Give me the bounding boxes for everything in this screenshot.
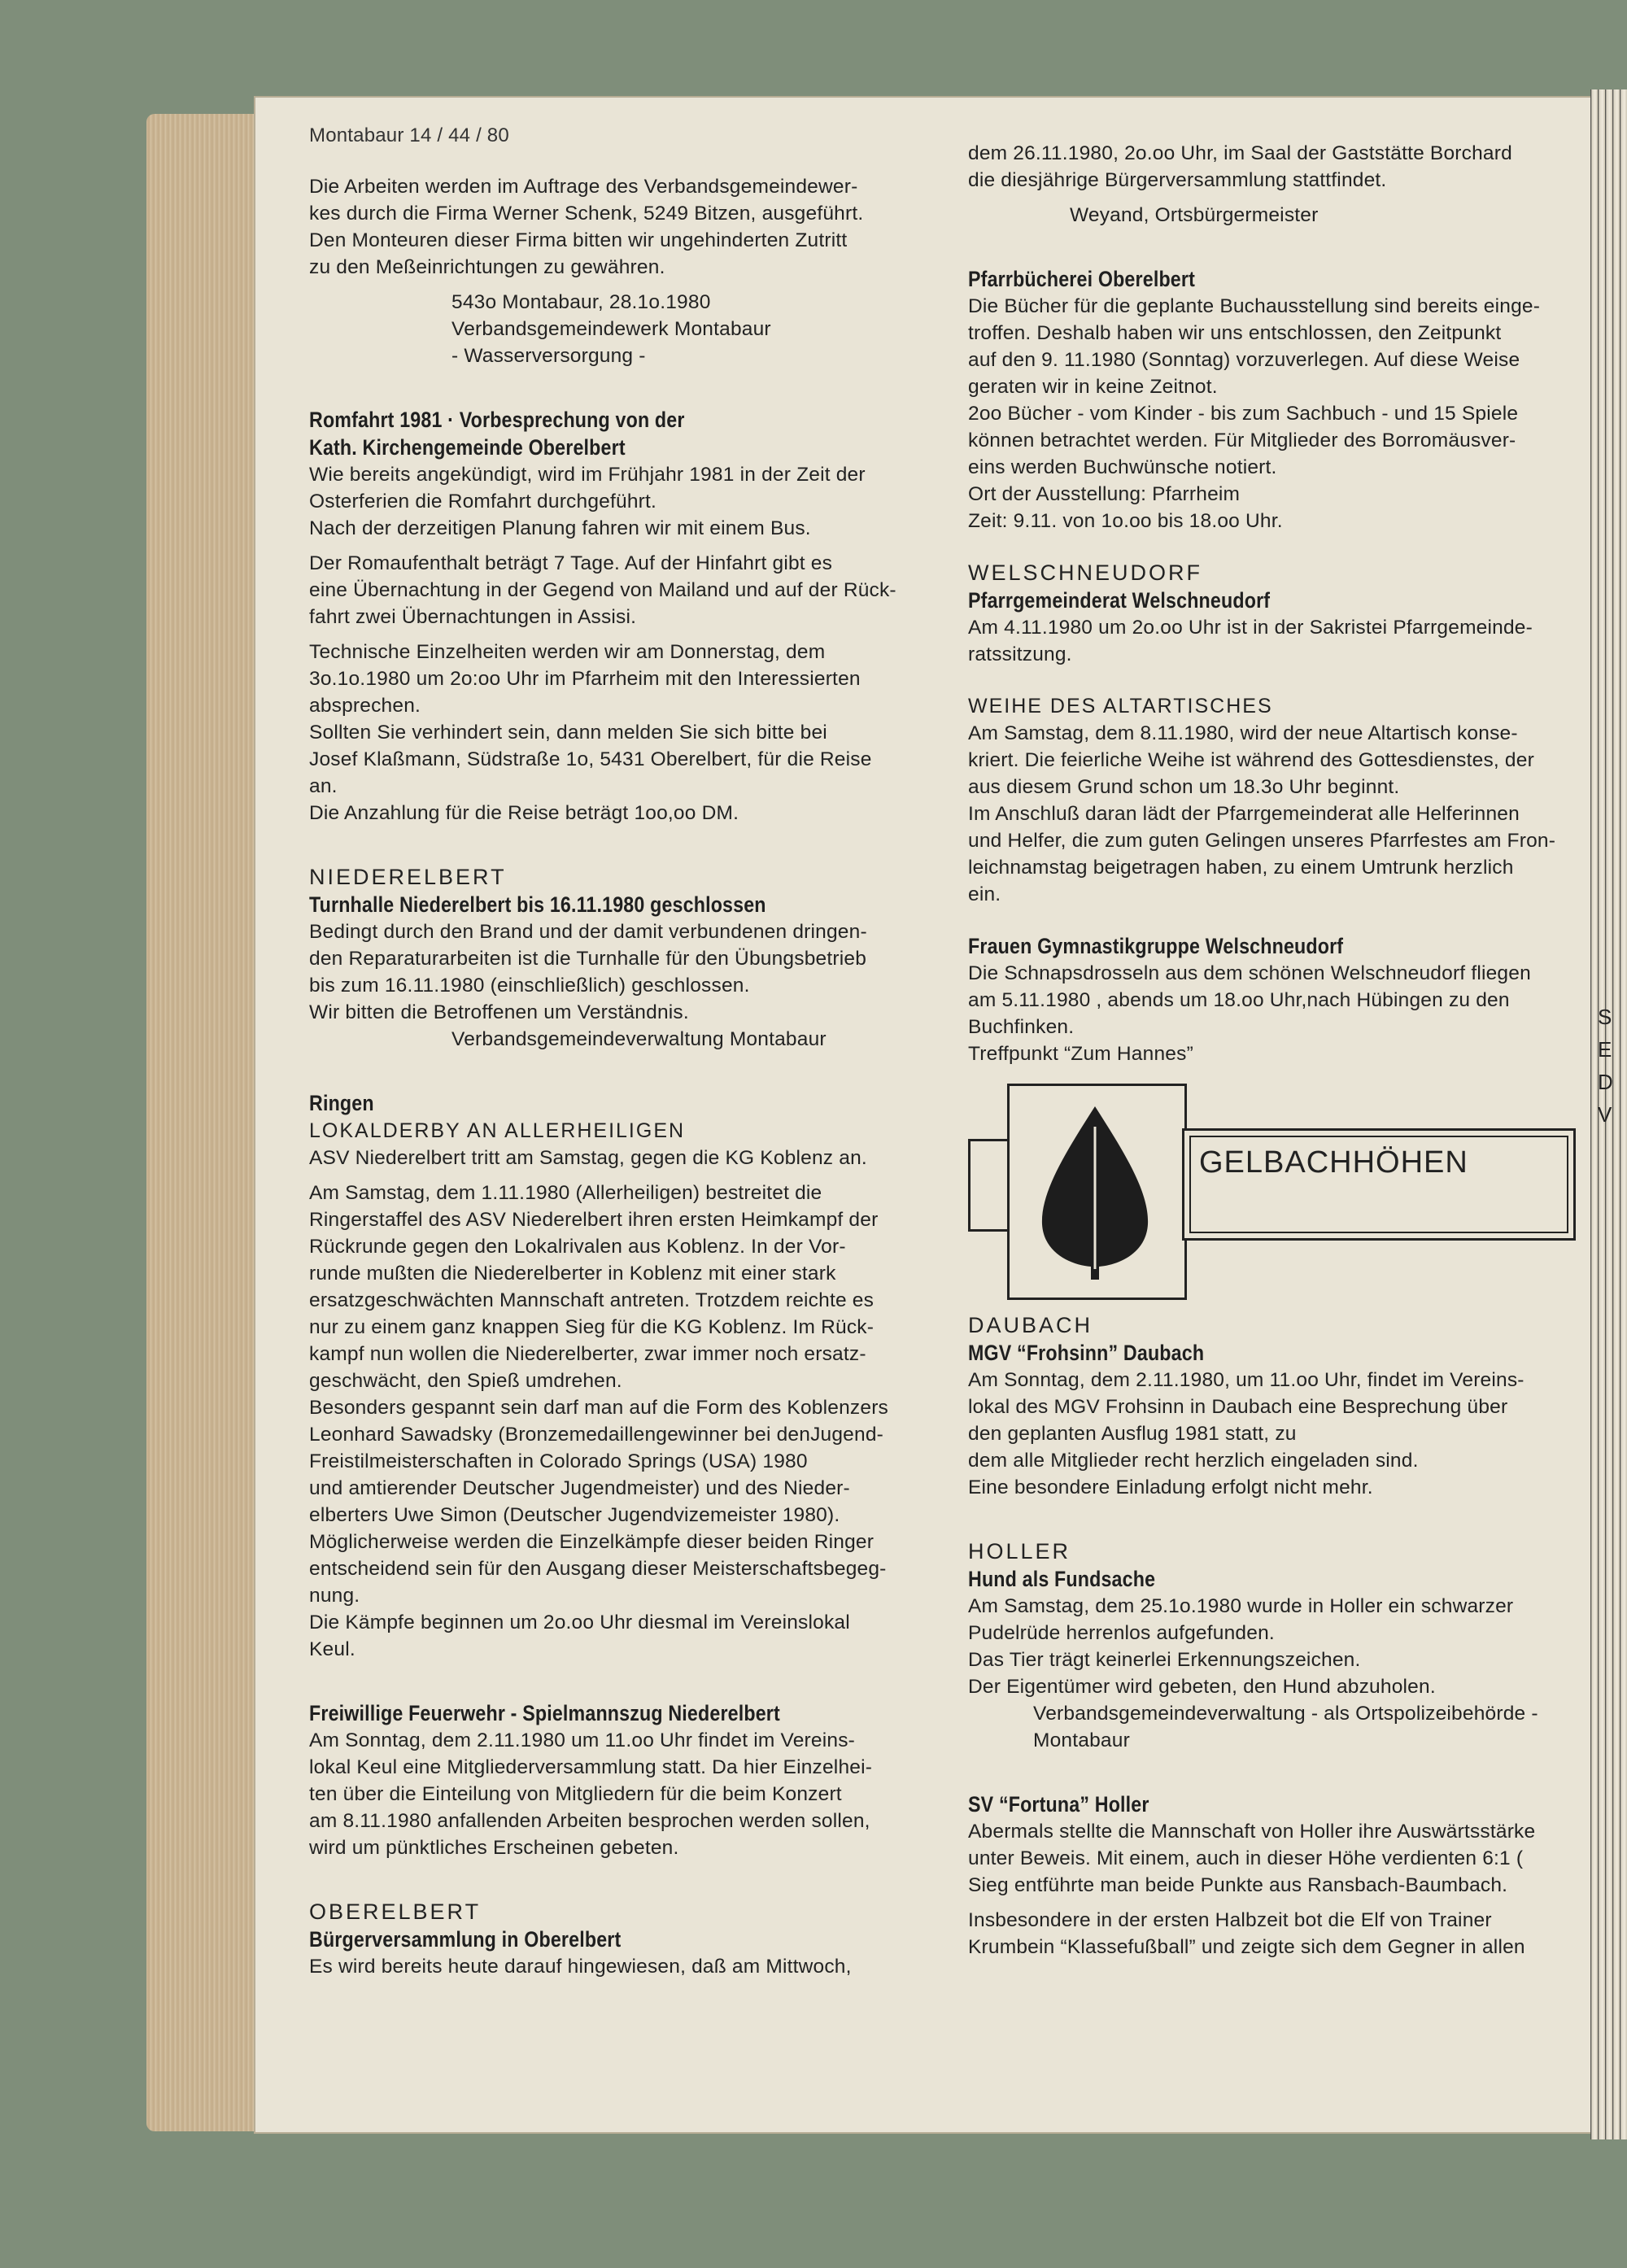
article-title: Frauen Gymnastikgruppe Welschneudorf <box>968 934 1344 958</box>
left-column <box>309 122 944 1980</box>
article-title: Hund als Fundsache <box>968 1567 1156 1591</box>
article-fundsache: HOLLER Hund als Fundsache Am Samstag, dem 25.1o.1980 wurde in Holler ein schwarzer Pudelrüde herrenlos aufgefunden. Das Tier trägt keinerlei Erkennungszeichen. Der Eigentümer wird gebeten, den Hund abzuholen. Verbandsgemeindeverwaltung - als Ortspolizeibehörde - Montabaur <box>968 1537 1590 1754</box>
article-turnhalle: NIEDERELBERT Turnhalle Niederelbert bis 16.11.1980 geschlossen Bedingt durch den Brand und der damit verbundenen dringen- den Reparaturarbeiten ist die Turnhalle für den Übungsbetrieb bis zum 16.11.1980 (einschließlich) geschlossen. Wir bitten die Betroffenen um Verständnis. Verbandsgemeindeverwaltung Montabaur <box>309 863 944 1053</box>
article-title: Kath. Kirchengemeinde Oberelbert <box>309 435 626 460</box>
article-ringen: Ringen LOKALDERBY AN ALLERHEILIGEN ASV Niederelbert tritt am Samstag, gegen die KG Koblenz an. Am Samstag, dem 1.11.1980 (Allerheiligen) bestreitet die Ringerstaffel des ASV Niederelbert ihren ersten Heimkampf der Rückrunde gegen den Lokalrivalen aus Koblenz. In der Vor- runde mußten die Niederelberter in Koblenz mit einer stark ersatzgeschwächten Mannschaft antreten. Trotzdem reichte es nur zu einem ganz knappen Sieg für die KG Koblenz. Im Rück- kampf nun wollen die Niederelberter, zwar immer noch ersatz- geschwächt, den Spieß umdrehen. Besonders gespannt sein darf man auf die Form des Koblenzers Leonhard Sawadsky (Bronzemedaillengewinner bei denJugend- Freistilmeisterschaften in Colorado Springs (USA) 1980 und amtierender Deutscher Jugendmeister) und des Nieder- elberters Uwe Simon (Deutscher Jugendvizemeister 1980). Möglicherweise werden die Einzelkämpfe dieser beiden Ringer entscheidend sein für den Ausgang dieser Meisterschaftsbegeg- nung. Die Kämpfe beginnen um 2o.oo Uhr diesmal im Vereinslokal Keul. <box>309 1089 944 1663</box>
article-title: Bürgerversammlung in Oberelbert <box>309 1927 622 1952</box>
article-title: Romfahrt 1981 · Vorbesprechung von der <box>309 408 685 432</box>
article-gymnastik: Frauen Gymnastikgruppe Welschneudorf Die Schnapsdrosseln aus dem schönen Welschneudorf fliegen am 5.11.1980 , abends um 18.oo Uhr,nach Hübingen zu den Buchfinken. Treffpunkt “Zum Hannes” <box>968 934 1531 1065</box>
article-mgv: DAUBACH MGV “Frohsinn” Daubach Am Sonntag, dem 2.11.1980, um 11.oo Uhr, findet im Vereins- lokal des MGV Frohsinn in Daubach eine Besprechung über den geplanten Ausflug 1981 statt, zu dem alle Mitglieder recht herzlich eingeladen sind. Eine besondere Einladung erfolgt nicht mehr. <box>968 1311 1590 1501</box>
signature: 543o Montabaur, 28.1o.1980 <box>451 291 711 313</box>
article-altartisch: WEIHE DES ALTARTISCHES Am Samstag, dem 8.11.1980, wird der neue Altartisch konse- kriert. Die feierliche Weihe ist während des Gottesdienstes, der aus diesem Grund schon um 18.3o Uhr beginnt. Im Anschluß daran lädt der Pfarrgemeinderat alle Helferinnen und Helfer, die zum guten Gelingen unseres Pfarrfestes am Fron- leichnamstag beigetragen haben, zu einem Umtrunk herzlich ein. <box>968 692 1590 908</box>
article-buergerversammlung-cont: dem 26.11.1980, 2o.oo Uhr, im Saal der Gaststätte Borchard die diesjährige Bürgerversammlung stattfindet. Weyand, Ortsbürgermeister <box>968 140 1590 229</box>
logo-text: GELBACHHÖHEN <box>1199 1145 1468 1180</box>
right-column <box>968 140 1590 1961</box>
town-heading: OBERELBERT <box>309 1899 482 1924</box>
article-title: Pfarrbücherei Oberelbert <box>968 267 1196 291</box>
article-pfarrgemeinderat: WELSCHNEUDORF Pfarrgemeinderat Welschneudorf Am 4.11.1980 um 2o.oo Uhr ist in der Sakristei Pfarrgemeinde- ratssitzung. <box>968 559 1590 668</box>
article-title: Pfarrgemeinderat Welschneudorf <box>968 588 1271 613</box>
edge-fragment: E <box>1598 1037 1612 1062</box>
article-buergerversammlung: OBERELBERT Bürgerversammlung in Oberelbert Es wird bereits heute darauf hingewiesen, daß am Mittwoch, <box>309 1898 944 1980</box>
article-romfahrt: Romfahrt 1981 · Vorbesprechung von der Kath. Kirchengemeinde Oberelbert Wie bereits angekündigt, wird im Frühjahr 1981 in der Zeit der Osterferien die Romfahrt durchgeführt. Nach der derzeitigen Planung fahren wir mit einem Bus. Der Romaufenthalt beträgt 7 Tage. Auf der Hinfahrt gibt es eine Übernachtung in der Gegend von Mailand und auf der Rück- fahrt zwei Übernachtungen in Assisi. Technische Einzelheiten werden wir am Donnerstag, dem 3o.1o.1980 um 2o:oo Uhr im Pfarrheim mit den Interessierten absprechen. Sollten Sie verhindert sein, dann melden Sie sich bitte bei Josef Klaßmann, Südstraße 1o, 5431 Oberelbert, für die Reise an. Die Anzahlung für die Reise beträgt 1oo,oo DM. <box>309 408 896 824</box>
article-feuerwehr: Freiwillige Feuerwehr - Spielmannszug Niederelbert Am Sonntag, dem 2.11.1980 um 11.oo Uhr findet im Vereins- lokal Keul eine Mitgliederversammlung statt. Da hier Einzelhei- ten über die Einteilung von Mitgliedern für die beim Konzert am 8.11.1980 anfallenden Arbeiten besprochen werden sollen, wird um pünktliches Erscheinen gebeten. <box>309 1701 873 1859</box>
article-title: Ringen <box>309 1091 374 1115</box>
edge-fragment: S <box>1598 1005 1612 1029</box>
article-title: Freiwillige Feuerwehr - Spielmannszug Niederelbert <box>309 1701 780 1725</box>
town-heading: HOLLER <box>968 1539 1071 1564</box>
article-pfarrbuecherei: Pfarrbücherei Oberelbert Die Bücher für die geplante Buchausstellung sind bereits einge- troffen. Deshalb haben wir uns entschlossen, den Zeitpunkt auf den 9. 11.1980 (Sonntag) vorzuverlegen. Auf diese Weise geraten wir in keine Zeitnot. 2oo Bücher - vom Kinder - bis zum Sachbuch - und 15 Spiele können betrachtet werden. Für Mitglieder des Borromäusver- eins werden Buchwünsche notiert. Ort der Ausstellung: Pfarrheim Zeit: 9.11. von 1o.oo bis 18.oo Uhr. <box>968 267 1541 532</box>
book-page-edges-left <box>146 114 256 2131</box>
edge-fragment: V <box>1598 1102 1612 1127</box>
logo-emblem <box>1007 1084 1187 1300</box>
edge-fragment: D <box>1598 1070 1613 1094</box>
gelbachhoehen-logo <box>968 1084 1586 1303</box>
town-heading: NIEDERELBERT <box>309 865 507 889</box>
signature: Weyand, Ortsbürgermeister <box>1070 204 1319 226</box>
town-heading: WELSCHNEUDORF <box>968 560 1203 585</box>
article-title: SV “Fortuna” Holler <box>968 1792 1149 1817</box>
signature: Verbandsgemeindeverwaltung Montabaur <box>451 1028 827 1050</box>
article-wasser: Die Arbeiten werden im Auftrage des Verbandsgemeindewer- kes durch die Firma Werner Schenk, 5249 Bitzen, ausgeführt. Den Monteuren dieser Firma bitten wir ungehinderten Zutritt zu den Meßeinrichtungen zu gewähren. 543o Montabaur, 28.1o.1980 Verbandsgemeindewerk Montabaur - Wasserversorgung - <box>309 173 944 369</box>
signature: Montabaur <box>1033 1729 1130 1751</box>
logo-banner <box>1182 1128 1576 1241</box>
signature: Verbandsgemeindeverwaltung - als Ortspolizeibehörde - <box>1033 1703 1538 1725</box>
article-fortuna: SV “Fortuna” Holler Abermals stellte die Mannschaft von Holler ihre Auswärtsstärke unter Beweis. Mit einem, auch in dieser Höhe verdienten 6:1 ( Sieg entführte man beide Punkte aus Ransbach-Baumbach. Insbesondere in der ersten Halbzeit bot die Elf von Trainer Krumbein “Klassefußball” und zeigte sich dem Gegner in allen <box>968 1792 1536 1958</box>
article-title: MGV “Frohsinn” Daubach <box>968 1341 1205 1365</box>
page-reference: Montabaur 14 / 44 / 80 <box>309 124 509 146</box>
signature: Verbandsgemeindewerk Montabaur <box>451 318 771 340</box>
article-title: Turnhalle Niederelbert bis 16.11.1980 geschlossen <box>309 892 766 917</box>
logo-post <box>968 1139 1012 1232</box>
signature: - Wasserversorgung - <box>451 345 646 367</box>
article-subtitle: LOKALDERBY AN ALLERHEILIGEN <box>309 1119 686 1142</box>
adjacent-page-fragments <box>1598 1001 1627 1147</box>
town-heading: DAUBACH <box>968 1313 1093 1337</box>
article-title: WEIHE DES ALTARTISCHES <box>968 695 1273 717</box>
leaf-icon <box>1034 1102 1156 1281</box>
